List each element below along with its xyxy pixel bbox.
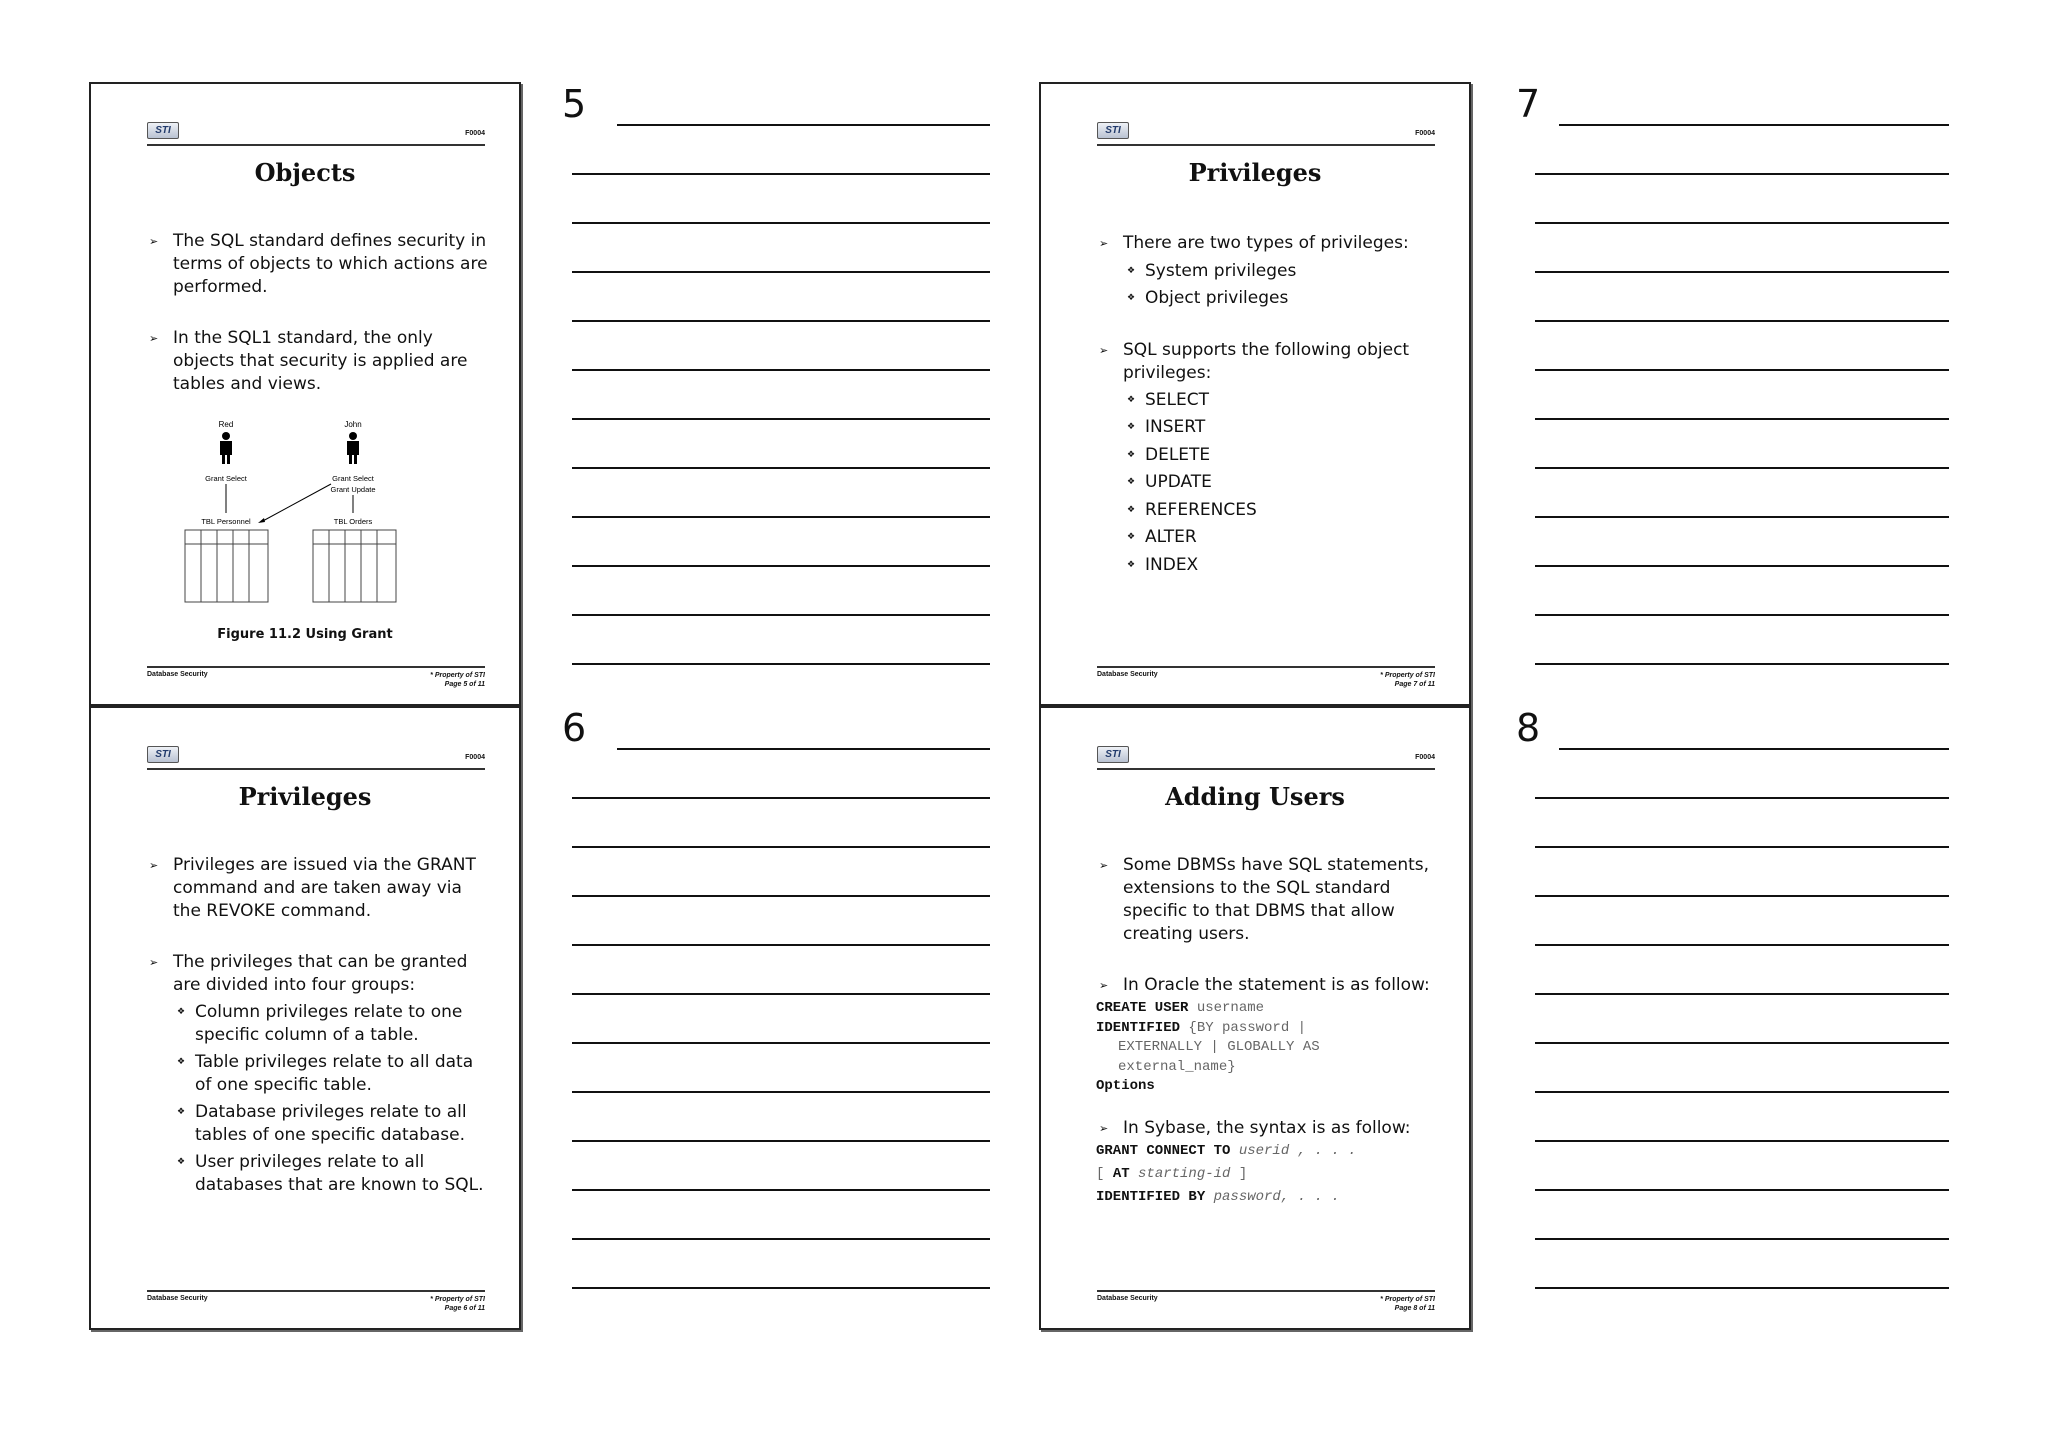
slide-number: 6 xyxy=(562,706,587,750)
note-line xyxy=(1535,614,1949,616)
note-line xyxy=(1535,320,1949,322)
footer-page: * Property of STI Page 5 of 11 xyxy=(430,672,485,688)
table-label: TBL Orders xyxy=(333,517,373,526)
notes-area-6 xyxy=(562,706,994,1296)
note-line xyxy=(572,271,990,273)
note-line xyxy=(572,1238,990,1240)
note-line xyxy=(572,797,990,799)
slide-footer xyxy=(147,666,485,688)
table-icon xyxy=(185,530,268,602)
footer-course: Database Security xyxy=(1097,1295,1158,1302)
note-line xyxy=(1535,1091,1949,1093)
note-line xyxy=(1535,565,1949,567)
footer-course: Database Security xyxy=(147,1295,208,1302)
note-line xyxy=(1535,173,1949,175)
sub-bullet: ❖ Database privileges relate to all tables of one specific database. xyxy=(147,1101,489,1147)
table-icon xyxy=(313,530,396,602)
sub-bullet: ❖ REFERENCES xyxy=(1097,497,1439,525)
grant-label: Grant Select xyxy=(205,474,247,483)
note-line xyxy=(1535,271,1949,273)
bullet: ➢ Privileges are issued via the GRANT command and are taken away via the REVOKE command. xyxy=(147,854,489,923)
grant-label: Grant Update xyxy=(330,485,376,494)
user-label: John xyxy=(344,420,362,429)
slide-title: Privileges xyxy=(1188,158,1322,187)
table-label: TBL Personnel xyxy=(201,517,251,526)
note-line xyxy=(572,222,990,224)
slide-privileges-types xyxy=(1039,82,1471,706)
note-line xyxy=(1535,846,1949,848)
sub-bullet: ❖ System privileges xyxy=(1097,258,1439,286)
note-line xyxy=(1535,1140,1949,1142)
sub-bullet: ❖ Table privileges relate to all data of one specific table. xyxy=(147,1051,489,1097)
note-line xyxy=(1535,222,1949,224)
slide-body xyxy=(147,230,489,396)
sti-logo: STI xyxy=(147,746,179,763)
note-line xyxy=(1535,993,1949,995)
sub-bullet: ❖ INDEX xyxy=(1097,552,1439,580)
note-line xyxy=(572,663,990,665)
notes-area-8 xyxy=(1516,706,1948,1296)
note-line xyxy=(572,320,990,322)
slide-header xyxy=(147,746,485,770)
note-line xyxy=(572,614,990,616)
note-line xyxy=(572,993,990,995)
note-line xyxy=(572,467,990,469)
slide-header xyxy=(1097,122,1435,146)
footer-page: * Property of STI Page 6 of 11 xyxy=(430,1296,485,1312)
slide-title: Objects xyxy=(254,158,356,187)
course-code: F0004 xyxy=(465,130,485,137)
slide-objects xyxy=(89,82,521,706)
sub-bullet: ❖ User privileges relate to all databases that are known to SQL. xyxy=(147,1151,489,1197)
person-icon xyxy=(347,432,359,464)
bullet: ➢ SQL supports the following object privileges: xyxy=(1097,339,1439,385)
note-line xyxy=(572,565,990,567)
note-line xyxy=(1535,1189,1949,1191)
note-line xyxy=(572,173,990,175)
grant-label: Grant Select xyxy=(332,474,374,483)
sub-bullet: ❖ Column privileges relate to one specific column of a table. xyxy=(147,1001,489,1047)
note-line xyxy=(1535,895,1949,897)
figure-caption: Figure 11.2 Using Grant xyxy=(217,627,393,642)
course-code: F0004 xyxy=(1415,130,1435,137)
slide-title: Privileges xyxy=(238,782,372,811)
note-line xyxy=(1535,369,1949,371)
slide-footer xyxy=(1097,666,1435,688)
bullet: ➢ In Sybase, the syntax is as follow: xyxy=(1097,1117,1439,1140)
footer-course: Database Security xyxy=(147,671,208,678)
sub-bullet: ❖ Object privileges xyxy=(1097,285,1439,313)
slide-header xyxy=(1097,746,1435,770)
note-line xyxy=(572,846,990,848)
notes-area-7 xyxy=(1516,82,1948,672)
notes-area-5 xyxy=(562,82,994,672)
sub-bullet: ❖ SELECT xyxy=(1097,387,1439,415)
note-line xyxy=(1535,516,1949,518)
bullet: ➢ There are two types of privileges: xyxy=(1097,230,1439,258)
note-line xyxy=(572,895,990,897)
note-line xyxy=(1535,418,1949,420)
note-line xyxy=(572,1042,990,1044)
note-line xyxy=(1535,1238,1949,1240)
slide-number: 7 xyxy=(1516,82,1541,126)
bullet: ➢ The SQL standard defines security in terms of objects to which actions are performed. xyxy=(147,230,489,299)
sub-bullet: ❖ ALTER xyxy=(1097,524,1439,552)
sub-bullet: ❖ INSERT xyxy=(1097,414,1439,442)
bullet: ➢ Some DBMSs have SQL statements, extensions to the SQL standard specific to that DBMS that allow creating users. xyxy=(1097,854,1439,946)
person-icon xyxy=(220,432,232,464)
note-line xyxy=(572,1091,990,1093)
sti-logo: STI xyxy=(147,122,179,139)
slide-header xyxy=(147,122,485,146)
sti-logo: STI xyxy=(1097,122,1129,139)
note-line xyxy=(1535,944,1949,946)
slide-privileges-groups xyxy=(89,706,521,1330)
slide-adding-users xyxy=(1039,706,1471,1330)
note-line xyxy=(572,1287,990,1289)
note-line xyxy=(572,1189,990,1191)
note-line xyxy=(572,516,990,518)
slide-number: 5 xyxy=(562,82,587,126)
slide-number: 8 xyxy=(1516,706,1541,750)
footer-page: * Property of STI Page 7 of 11 xyxy=(1380,672,1435,688)
note-line xyxy=(1535,1042,1949,1044)
bullet: ➢ In Oracle the statement is as follow: xyxy=(1097,974,1439,997)
slide-title: Adding Users xyxy=(1165,782,1345,811)
course-code: F0004 xyxy=(1415,754,1435,761)
sub-bullet: ❖ UPDATE xyxy=(1097,469,1439,497)
note-line xyxy=(1535,1287,1949,1289)
slide-body xyxy=(147,854,489,1197)
grant-diagram xyxy=(181,418,401,608)
note-line xyxy=(572,418,990,420)
note-line xyxy=(572,1140,990,1142)
sybase-code: GRANT CONNECT TO userid , . . . [ AT starting-id ] IDENTIFIED BY password, . . . xyxy=(1096,1142,1357,1205)
note-line xyxy=(1535,467,1949,469)
footer-page: * Property of STI Page 8 of 11 xyxy=(1380,1296,1435,1312)
user-label: Red xyxy=(218,420,234,429)
slide-footer xyxy=(147,1290,485,1312)
sti-logo: STI xyxy=(1097,746,1129,763)
note-line xyxy=(572,369,990,371)
note-line xyxy=(1535,797,1949,799)
bullet: ➢ The privileges that can be granted are divided into four groups: xyxy=(147,951,489,997)
slide-body xyxy=(1097,854,1439,1209)
note-line xyxy=(1535,663,1949,665)
slide-footer xyxy=(1097,1290,1435,1312)
oracle-code: CREATE USER username IDENTIFIED {BY password | EXTERNALLY | GLOBALLY AS external_name} Options xyxy=(1096,1000,1320,1094)
slide-body xyxy=(1097,230,1439,579)
note-line xyxy=(572,944,990,946)
bullet: ➢ In the SQL1 standard, the only objects that security is applied are tables and views. xyxy=(147,327,489,396)
sub-bullet: ❖ DELETE xyxy=(1097,442,1439,470)
footer-course: Database Security xyxy=(1097,671,1158,678)
course-code: F0004 xyxy=(465,754,485,761)
